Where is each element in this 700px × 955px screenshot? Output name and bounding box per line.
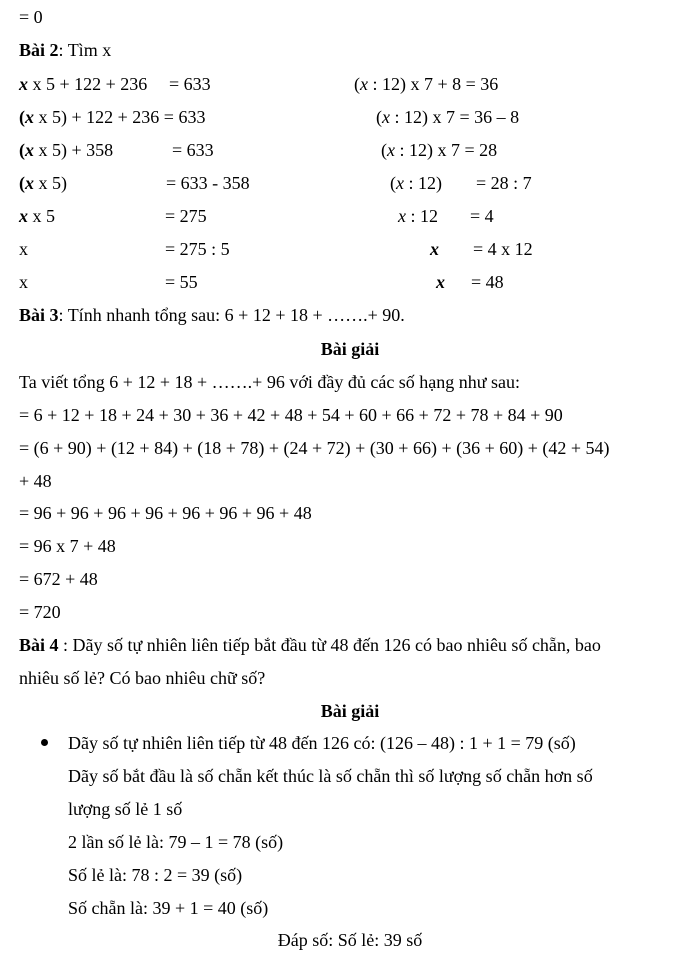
paren: ( [381, 140, 387, 160]
var-x: x [25, 173, 34, 193]
bai3-solution-title: Bài giải [320, 339, 380, 359]
bai2-left-row-6: x [19, 239, 28, 259]
var-x: x [19, 206, 28, 226]
paren: ( [19, 173, 25, 193]
expr: x 5) [34, 173, 67, 193]
bai2-left-row-5 [19, 205, 55, 227]
bai2-right-row-5-result: = 4 [470, 206, 494, 226]
var-x: x [436, 272, 445, 292]
bai4-answer: Đáp số: Số lẻ: 39 số [277, 930, 423, 950]
bai2-title-rest: : Tìm x [58, 40, 112, 60]
bai2-left-row-3-result: = 633 [172, 140, 214, 160]
bai2-left-row-5-result: = 275 [165, 206, 207, 226]
bai2-right-row-3 [381, 139, 497, 161]
paren: ( [19, 140, 25, 160]
bai4-line-1: Dãy số tự nhiên liên tiếp từ 48 đến 126 có: (126 – 48) : 1 + 1 = 79 (số) [68, 733, 576, 753]
var-x: x [430, 239, 439, 259]
bai3-title [19, 304, 405, 326]
var-x: x [398, 206, 406, 226]
expr: x 5) + 122 + 236 = 633 [34, 107, 206, 127]
bai2-right-row-7-result: = 48 [471, 272, 504, 292]
bai2-left-row-6-result: = 275 : 5 [165, 239, 230, 259]
expr: : 12 [406, 206, 439, 226]
bai2-left-row-1 [19, 73, 147, 95]
bai3-line-1: Ta viết tổng 6 + 12 + 18 + …….+ 96 với đầy đủ các số hạng như sau: [19, 372, 521, 392]
bai2-right-row-4 [390, 172, 442, 194]
expr: : 12) x 7 = 36 – 8 [390, 107, 520, 127]
bai3-line-7: = 672 + 48 [19, 569, 98, 589]
bai3-line-3: = (6 + 90) + (12 + 84) + (18 + 78) + (24 + 72) + (30 + 66) + (36 + 60) + (42 + 54) [19, 438, 610, 458]
bai2-left-row-7-result: = 55 [165, 272, 198, 292]
bai2-left-row-1-result: = 633 [169, 74, 211, 94]
bai4-heading: Bài 4 [19, 635, 59, 655]
bai3-heading: Bài 3 [19, 305, 59, 325]
var-x: x [382, 107, 390, 127]
expr: x 5 + 122 + 236 [28, 74, 148, 94]
bai4-line-2: Dãy số bắt đầu là số chẵn kết thúc là số chẵn thì số lượng số chẵn hơn số [68, 766, 593, 786]
bai3-line-6: = 96 x 7 + 48 [19, 536, 116, 556]
var-x: x [25, 107, 34, 127]
bai3-line-5: = 96 + 96 + 96 + 96 + 96 + 96 + 96 + 48 [19, 503, 312, 523]
expr: x 5 [28, 206, 55, 226]
bai4-title-line-2: nhiêu số lẻ? Có bao nhiêu chữ số? [19, 668, 266, 688]
bullet-icon [41, 739, 48, 746]
bai4-line-4: 2 lần số lẻ là: 79 – 1 = 78 (số) [68, 832, 284, 852]
paren: ( [390, 173, 396, 193]
var-x: x [25, 140, 34, 160]
bai3-line-2: = 6 + 12 + 18 + 24 + 30 + 36 + 42 + 48 + 54 + 60 + 66 + 72 + 78 + 84 + 90 [19, 405, 563, 425]
bai4-title [19, 634, 601, 656]
bai2-title [19, 39, 111, 61]
bai2-left-row-4-result: = 633 - 358 [166, 173, 250, 193]
bai2-left-row-2 [19, 106, 205, 128]
bai4-line-6: Số chẵn là: 39 + 1 = 40 (số) [68, 898, 269, 918]
expr: x 5) + 358 [34, 140, 114, 160]
line-eq-zero: = 0 [19, 7, 43, 27]
bai4-line-5: Số lẻ là: 78 : 2 = 39 (số) [68, 865, 243, 885]
var-x: x [387, 140, 395, 160]
bai2-right-row-6 [430, 238, 439, 260]
bai2-right-row-5 [398, 205, 438, 227]
bai4-solution-title: Bài giải [320, 701, 380, 721]
bai2-right-row-1 [354, 73, 498, 95]
paren: ( [19, 107, 25, 127]
bai3-line-8: = 720 [19, 602, 61, 622]
expr: : 12) [404, 173, 442, 193]
bai2-heading: Bài 2 [19, 40, 59, 60]
paren: ( [354, 74, 360, 94]
bai2-right-row-2 [376, 106, 519, 128]
expr: : 12) x 7 + 8 = 36 [368, 74, 499, 94]
bai2-right-row-7 [436, 271, 445, 293]
bai3-title-rest: : Tính nhanh tổng sau: 6 + 12 + 18 + …….+ 90. [58, 305, 405, 325]
bai2-left-row-7: x [19, 272, 28, 292]
bai4-title-rest-1: : Dãy số tự nhiên liên tiếp bắt đầu từ 48 đến 126 có bao nhiêu số chẵn, bao [58, 635, 601, 655]
expr: : 12) x 7 = 28 [395, 140, 498, 160]
var-x: x [396, 173, 404, 193]
bai2-left-row-4 [19, 172, 67, 194]
var-x: x [360, 74, 368, 94]
paren: ( [376, 107, 382, 127]
bai3-line-4: + 48 [19, 471, 52, 491]
var-x: x [19, 74, 28, 94]
bai2-right-row-4-result: = 28 : 7 [476, 173, 532, 193]
bai2-left-row-3 [19, 139, 113, 161]
bai4-line-3: lượng số lẻ 1 số [68, 799, 183, 819]
bai2-right-row-6-result: = 4 x 12 [473, 239, 533, 259]
